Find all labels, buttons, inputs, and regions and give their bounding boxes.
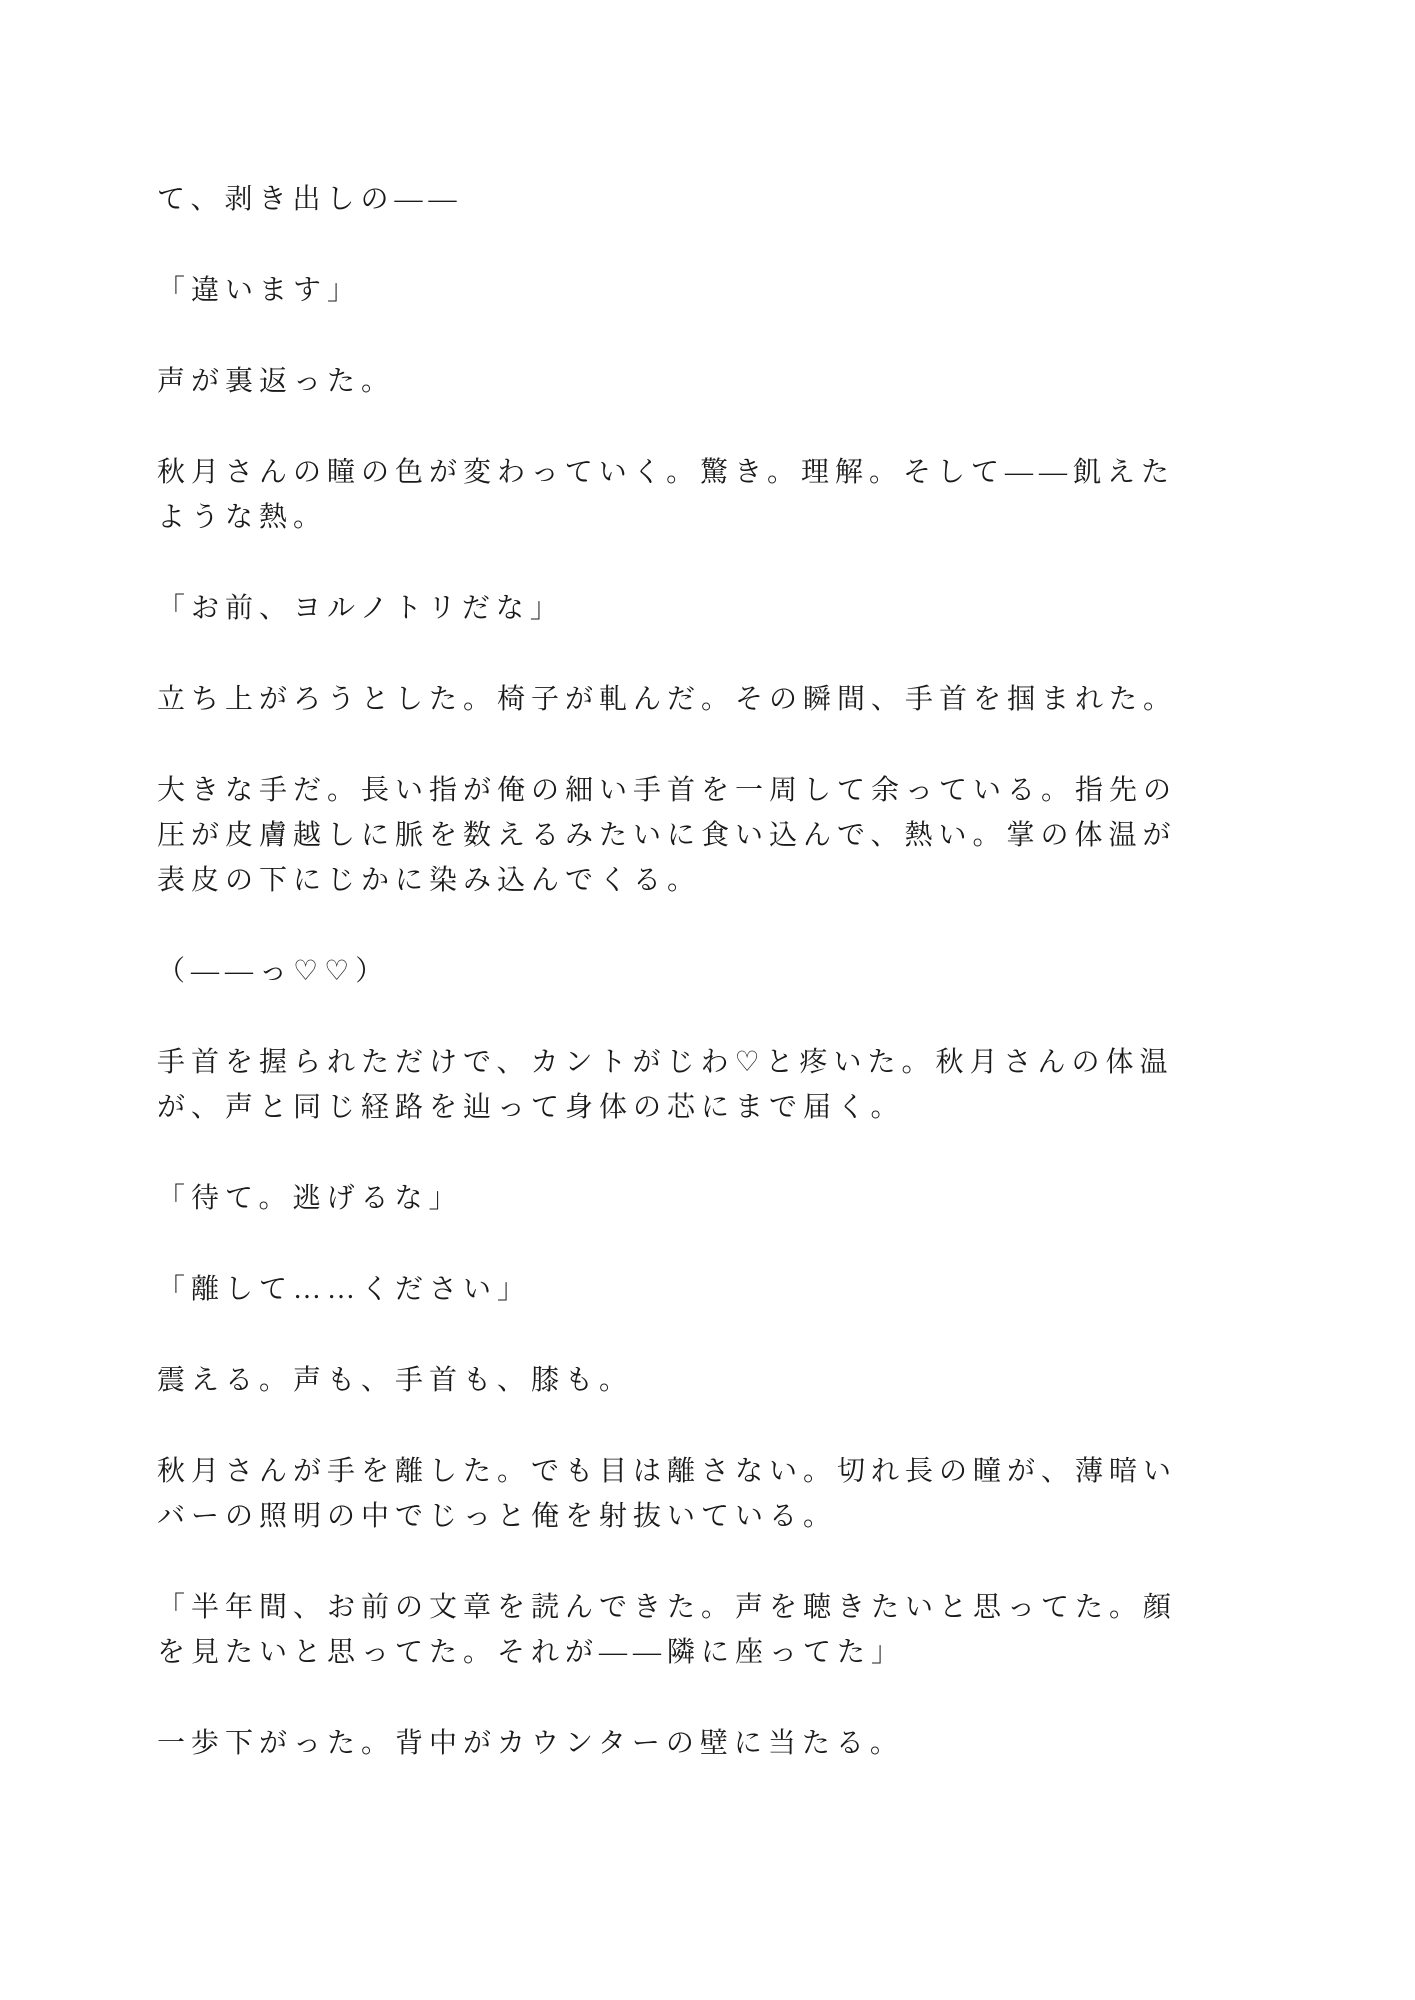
text-line: 一歩下がった。背中がカウンターの壁に当たる。 <box>157 1728 904 1759</box>
paragraph <box>157 1358 1267 1403</box>
text-line: 「違います」 <box>157 275 362 306</box>
text-line: 「お前、ヨルノトリだな」 <box>157 593 564 624</box>
text-line: 震える。声も、手首も、膝も。 <box>157 1365 634 1396</box>
text-line: 秋月さんの瞳の色が変わっていく。驚き。理解。そして――飢えた <box>157 457 1176 488</box>
paragraph <box>157 177 1267 222</box>
paragraph-inner-monologue <box>157 949 1267 994</box>
paragraph <box>157 359 1267 404</box>
paragraph <box>157 1449 1267 1539</box>
text-line: て、剥き出しの―― <box>157 184 463 215</box>
text-line: を見たいと思ってた。それが――隣に座ってた」 <box>157 1637 906 1668</box>
text-line: （――っ♡♡） <box>157 956 390 987</box>
paragraph <box>157 450 1267 540</box>
text-line: ような熱。 <box>157 502 328 533</box>
text-line: 大きな手だ。長い指が俺の細い手首を一周して余っている。指先の <box>157 775 1178 806</box>
text-line: 「半年間、お前の文章を読んできた。声を聴きたいと思ってた。顔 <box>157 1592 1178 1623</box>
paragraph <box>157 677 1267 722</box>
paragraph-dialogue <box>157 1267 1267 1312</box>
text-line: 「待て。逃げるな」 <box>157 1183 463 1214</box>
paragraph <box>157 768 1267 903</box>
paragraph-dialogue <box>157 1176 1267 1221</box>
text-line: 表皮の下にじかに染み込んでくる。 <box>157 865 702 896</box>
text-line: 立ち上がろうとした。椅子が軋んだ。その瞬間、手首を掴まれた。 <box>157 684 1178 715</box>
paragraph-dialogue <box>157 268 1267 313</box>
paragraph-dialogue <box>157 1585 1267 1675</box>
paragraph <box>157 1721 1267 1766</box>
text-line: 手首を握られただけで、カントがじわ♡と疼いた。秋月さんの体温 <box>157 1047 1174 1078</box>
paragraph-dialogue <box>157 586 1267 631</box>
text-line: 圧が皮膚越しに脈を数えるみたいに食い込んで、熱い。掌の体温が <box>157 820 1177 851</box>
prose-text-block <box>157 177 1267 1812</box>
text-line: 秋月さんが手を離した。でも目は離さない。切れ長の瞳が、薄暗い <box>157 1456 1178 1487</box>
text-line: 声が裏返った。 <box>157 366 396 397</box>
text-line: 「離して……ください」 <box>157 1274 532 1305</box>
paragraph <box>157 1040 1267 1130</box>
text-line: が、声と同じ経路を辿って身体の芯にまで届く。 <box>157 1092 905 1123</box>
text-line: バーの照明の中でじっと俺を射抜いている。 <box>157 1501 838 1532</box>
